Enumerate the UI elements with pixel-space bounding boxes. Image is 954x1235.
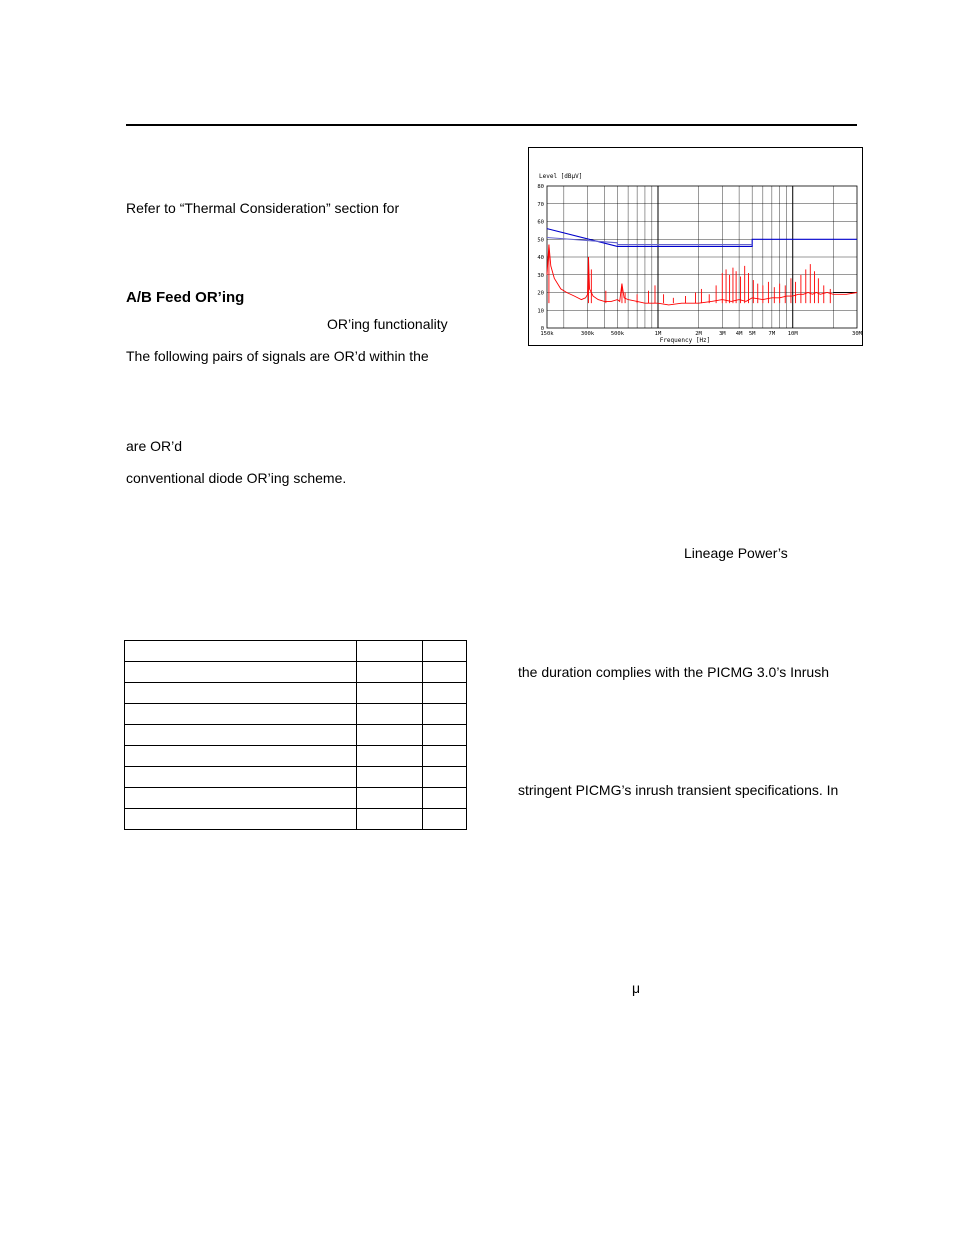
table-cell [357, 683, 423, 704]
x-tick-label: 150k [540, 331, 554, 337]
x-tick-label: 300k [580, 331, 595, 337]
y-tick-label: 70 [537, 201, 544, 208]
mu-symbol: μ [632, 980, 641, 996]
y-tick-label: 80 [537, 184, 544, 190]
oring-heading: A/B Feed OR’ing [126, 289, 245, 306]
table-cell [357, 641, 423, 662]
x-tick-label: 5M [748, 331, 756, 337]
table-cell [423, 767, 467, 788]
table-row [125, 662, 467, 683]
series-line-limit-upper [547, 229, 857, 247]
y-tick-label: 30 [537, 272, 544, 279]
emission-chart [529, 148, 862, 345]
header-rule [126, 124, 857, 126]
pairs-text: The following pairs of signals are OR’d within the [126, 348, 429, 364]
y-tick-label: 50 [537, 237, 544, 244]
x-tick-label: 500k [610, 331, 625, 337]
conventional-diode-text: conventional diode OR’ing scheme. [126, 470, 347, 486]
table-cell [423, 704, 467, 725]
table-row [125, 788, 467, 809]
table-cell [125, 683, 357, 704]
series-line-limit-lower [547, 238, 752, 245]
table-cell [423, 809, 467, 830]
table-cell [125, 767, 357, 788]
table-cell [357, 725, 423, 746]
table-cell [357, 704, 423, 725]
stringent-picmg-text: stringent PICMG’s inrush transient specifications. In [518, 782, 839, 798]
table-cell [125, 788, 357, 809]
data-table [124, 640, 467, 830]
y-tick-label: 0 [540, 326, 544, 332]
table-row [125, 809, 467, 830]
table-cell [125, 662, 357, 683]
table-cell [357, 767, 423, 788]
x-tick-label: 1M [654, 331, 662, 337]
x-tick-label: 3M [718, 331, 726, 337]
table-cell [125, 746, 357, 767]
table-row [125, 683, 467, 704]
table-cell [357, 662, 423, 683]
y-tick-label: 40 [537, 255, 544, 261]
are-ord-text: are OR’d [126, 438, 183, 454]
table-cell [125, 641, 357, 662]
table-row [125, 725, 467, 746]
table-cell [423, 641, 467, 662]
x-tick-label: 4M [735, 331, 743, 337]
x-tick-label: 30M [852, 331, 862, 337]
table-cell [423, 788, 467, 809]
table-cell [125, 809, 357, 830]
table-cell [423, 662, 467, 683]
table-cell [125, 704, 357, 725]
x-tick-label: 2M [695, 331, 702, 337]
lineage-power-text: Lineage Power’s [684, 545, 788, 561]
duration-complies-text: the duration complies with the PICMG 3.0’s Inrush [518, 664, 830, 680]
oring-functionality-text: OR’ing functionality [327, 316, 448, 332]
table-cell [357, 809, 423, 830]
table-row [125, 704, 467, 725]
y-tick-label: 20 [537, 290, 544, 297]
thermal-reference-text: Refer to “Thermal Consideration” section for [126, 200, 400, 216]
table-cell [423, 725, 467, 746]
x-tick-label: 7M [768, 331, 776, 337]
table-row [125, 767, 467, 788]
y-tick-label: 60 [537, 219, 544, 226]
table-cell [125, 725, 357, 746]
x-tick-label: 10M [787, 331, 798, 337]
emission-chart-frame [528, 147, 863, 346]
table-row [125, 746, 467, 767]
y-axis-label: Level [dBµV] [539, 173, 583, 180]
table-row [125, 641, 467, 662]
table-cell [357, 746, 423, 767]
table-cell [423, 746, 467, 767]
x-axis-label: Frequency [Hz] [659, 337, 711, 344]
y-tick-label: 10 [537, 308, 544, 315]
table-cell [423, 683, 467, 704]
table-cell [357, 788, 423, 809]
